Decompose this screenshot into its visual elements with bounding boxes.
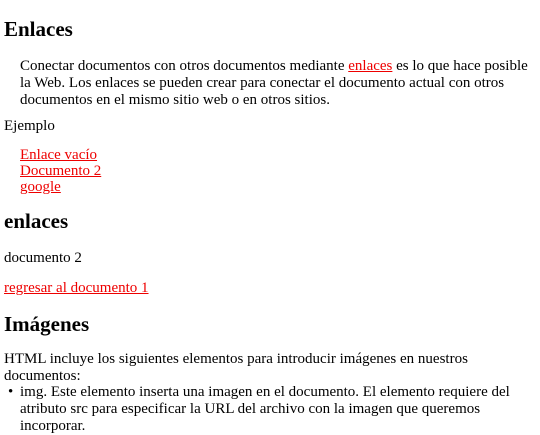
back-to-document-1-link[interactable]: regresar al documento 1 xyxy=(4,280,149,296)
document-2-link[interactable]: Documento 2 xyxy=(20,163,102,179)
intro-text-before: Conectar documentos con otros documentos mediante xyxy=(20,58,349,74)
imagenes-intro: HTML incluye los siguientes elementos para introducir imágenes en nuestros documentos: xyxy=(4,351,468,384)
elements-list xyxy=(4,384,534,435)
enlaces-intro-paragraph xyxy=(20,58,530,109)
empty-link[interactable]: Enlace vacío xyxy=(20,147,98,163)
enlaces-link[interactable]: enlaces xyxy=(348,58,393,74)
example-links xyxy=(20,147,101,195)
heading-enlaces: Enlaces xyxy=(4,17,73,41)
list-item-text: img. Este elemento inserta una imagen en el documento. El elemento requiere del atributo src para especificar la URL del archivo con la imagen que queremos incorporar. xyxy=(20,384,510,434)
intro-text-after: es lo que hace posible la Web. Los enlaces se pueden crear para conectar el documento actual con otros documentos en el mismo sitio web o en otros sitios. xyxy=(20,58,528,108)
google-link[interactable]: google xyxy=(20,179,61,195)
bullet-icon: • xyxy=(8,384,14,400)
example-label: Ejemplo xyxy=(4,118,55,134)
document-2-text: documento 2 xyxy=(4,250,82,266)
heading-enlaces-doc2: enlaces xyxy=(4,209,69,233)
heading-imagenes: Imágenes xyxy=(4,312,90,336)
list-item xyxy=(4,384,534,435)
back-link-paragraph xyxy=(4,280,534,297)
